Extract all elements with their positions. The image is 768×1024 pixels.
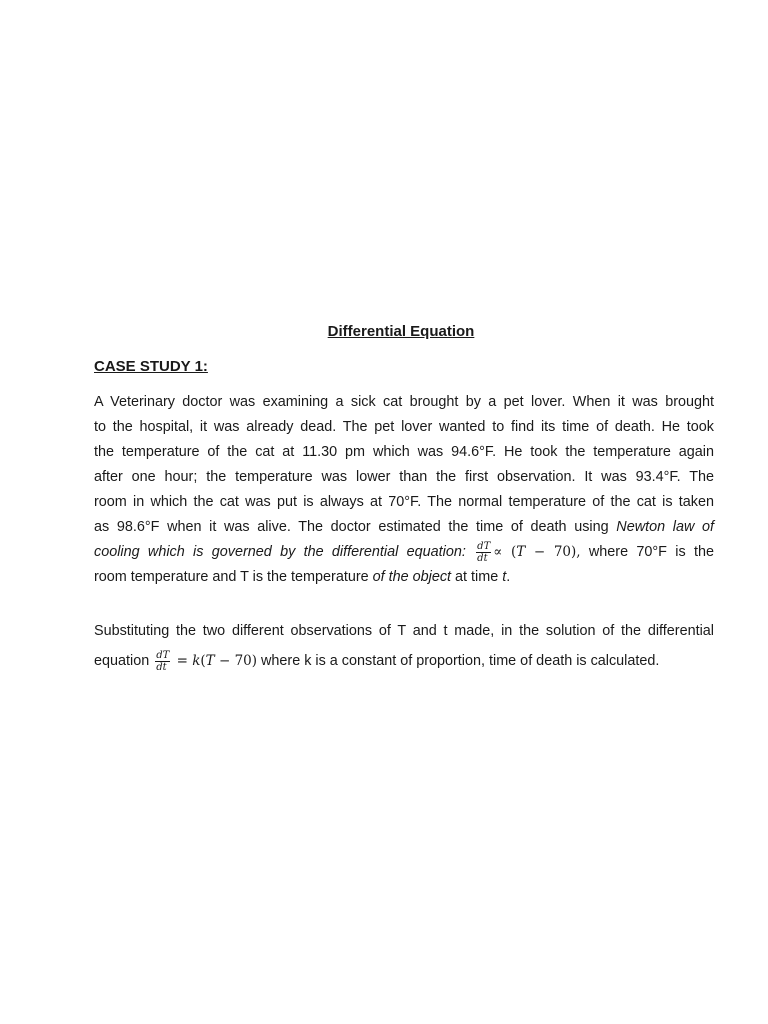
paragraph-line [94,515,714,540]
fraction-numerator: dT [477,540,491,552]
derivative-fraction [476,541,491,564]
text-run: at time [451,569,503,585]
fraction-numerator: dT [156,649,170,661]
math-text: − 70), [525,544,581,560]
paragraph-line [94,540,714,565]
text-run: where 70°F is the [580,544,714,560]
paragraph-line [94,646,714,676]
paragraph-line: after one hour; the temperature was lower than the first observation. It was 93.4°F. The [94,469,714,485]
math-expression [493,544,580,560]
text-run: where k is a constant of proportion, time of death is calculated. [257,653,660,669]
italic-text: t [502,569,507,585]
paragraph-line: A Veterinary doctor was examining a sick cat brought by a pet lover. When it was brought [94,394,714,410]
paragraph-line: Substituting the two different observations of T and t made, in the solution of the differential [94,623,714,639]
fraction-denominator: dt [156,661,167,673]
solution-paragraph [94,616,714,676]
paragraph-line: the temperature of the cat at 11.30 pm which was 94.6°F. He took the temperature again [94,444,714,460]
math-variable: k [192,653,201,669]
fraction-denominator: dt [477,552,488,564]
math-expression [172,653,257,669]
italic-text: cooling which is governed by the differential equation: [94,544,466,560]
document-title: Differential Equation [327,323,475,340]
case-study-heading: CASE STUDY 1: [94,358,208,375]
derivative-fraction [155,650,170,673]
text-run: as 98.6°F when it was alive. The doctor estimated the time of death using [94,519,617,535]
paragraph-line [94,565,714,590]
paragraph-line: room in which the cat was put is always at 70°F. The normal temperature of the cat is taken [94,494,714,510]
math-symbol: ∝ ( [493,544,517,560]
italic-text: of the object [372,569,452,585]
math-text: ( [200,653,206,669]
math-variable: T [516,544,526,560]
math-text: = [172,653,193,669]
paragraph-line: to the hospital, it was already dead. The pet lover wanted to find its time of death. He took [94,419,714,435]
math-variable: T [205,653,215,669]
case-study-paragraph [94,390,714,590]
italic-text: Newton law of [616,519,715,535]
text-run: room temperature and T is the temperature [94,569,373,585]
text-run: equation [94,653,154,669]
math-text: − 70) [214,653,258,669]
text-run: . [506,569,511,585]
